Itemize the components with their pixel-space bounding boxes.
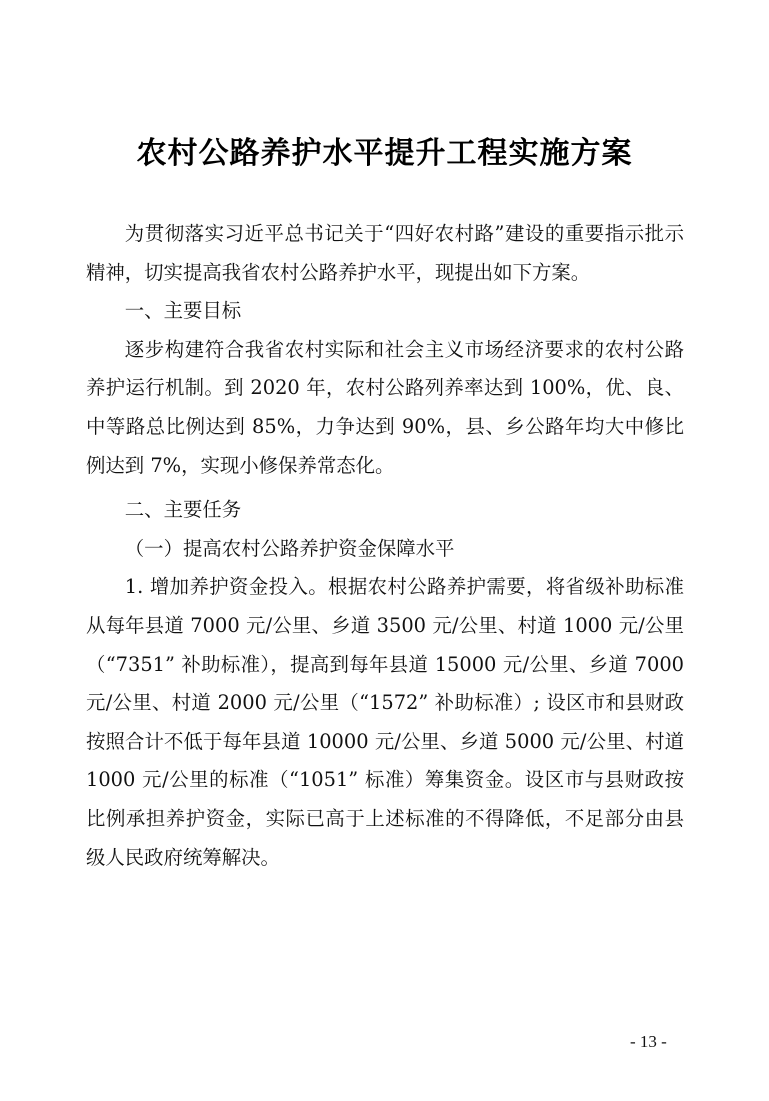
section-heading-goals: 一、主要目标 bbox=[124, 299, 242, 323]
task-item-1: 1. 增加养护资金投入。根据农村公路养护需要，将省级补助标准从每年县道 7000 元/公里、乡道 3500 元/公里、村道 1000 元/公里（“7351” 补助标准），提高到每年县道 15000 元/公里、乡道 7000 元/公里、村道 2000 元/公里（“1572” 补助标准）; 设区市和县财政按照合计不低于每年县道 10000 元/公里、乡道 5000 元/公里、村道 1000 元/公里的标准（“1051” 标准）筹集资金。设区市与县财政按比例承担养护资金，实际已高于上述标准的不得降低，不足部分由县级人民政府统筹解决。 bbox=[86, 575, 684, 869]
page-number: - 13 - bbox=[630, 1032, 667, 1051]
subsection-heading-funding: （一）提高农村公路养护资金保障水平 bbox=[124, 536, 455, 560]
section-heading-tasks: 二、主要任务 bbox=[124, 498, 242, 522]
goals-paragraph: 逐步构建符合我省农村实际和社会主义市场经济要求的农村公路养护运行机制。到 2020 年，农村公路列养率达到 100%，优、良、中等路总比例达到 85%，力争达到 90%，县、乡公路年均大中修比例达到 7%，实现小修保养常态化。 bbox=[86, 337, 684, 477]
document-body bbox=[86, 215, 684, 877]
document-title: 农村公路养护水平提升工程实施方案 bbox=[136, 136, 633, 171]
intro-paragraph: 为贯彻落实习近平总书记关于“四好农村路”建设的重要指示批示精神，切实提高我省农村公路养护水平，现提出如下方案。 bbox=[86, 222, 684, 284]
